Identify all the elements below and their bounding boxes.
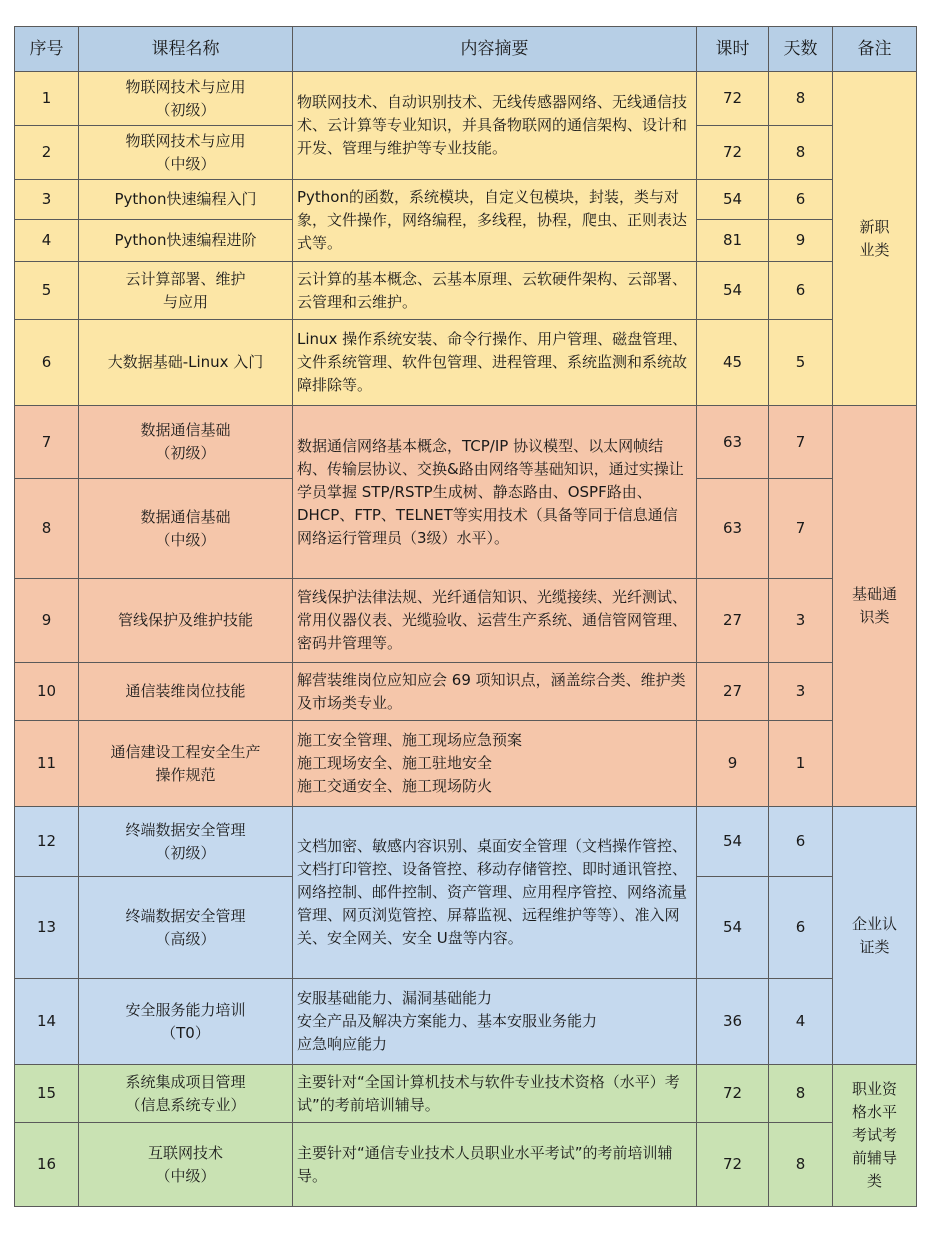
table-header-row: [15, 27, 917, 72]
course-summary: 管线保护法律法规、光纤通信知识、光缆接续、光纤测试、常用仪器仪表、光缆验收、运营生产系统、通信管网管理、密码井管理等。: [293, 579, 697, 663]
course-days: 6: [769, 180, 833, 220]
course-name: 云计算部署、维护 与应用: [79, 262, 293, 320]
course-summary: 云计算的基本概念、云基本原理、云软硬件架构、云部署、云管理和云维护。: [293, 262, 697, 320]
row-no: 8: [15, 479, 79, 579]
course-name: 大数据基础-Linux 入门: [79, 320, 293, 406]
row-no: 16: [15, 1123, 79, 1207]
course-days: 6: [769, 877, 833, 979]
table-row: [15, 262, 917, 320]
table-row: [15, 1065, 917, 1123]
row-no: 4: [15, 220, 79, 262]
row-no: 9: [15, 579, 79, 663]
course-name: 终端数据安全管理 （高级）: [79, 877, 293, 979]
course-hours: 81: [697, 220, 769, 262]
table-row: [15, 807, 917, 877]
course-summary: 数据通信网络基本概念，TCP/IP 协议模型、以太网帧结构、传输层协议、交换&路由网络等基础知识，通过实操让学员掌握 STP/RSTP生成树、静态路由、OSPF路由、DHCP、FTP、TELNET等实用技术（具备等同于信息通信网络运行管理员（3级）水平）。: [293, 406, 697, 579]
course-summary: 解营装维岗位应知应会 69 项知识点，涵盖综合类、维护类及市场类专业。: [293, 663, 697, 721]
course-name: 互联网技术 （中级）: [79, 1123, 293, 1207]
course-summary: 物联网技术、自动识别技术、无线传感器网络、无线通信技术、云计算等专业知识，并具备物联网的通信架构、设计和开发、管理与维护等专业技能。: [293, 72, 697, 180]
row-no: 2: [15, 126, 79, 180]
course-hours: 63: [697, 406, 769, 479]
category-remark: 职业资 格水平 考试考 前辅导 类: [833, 1065, 917, 1207]
row-no: 7: [15, 406, 79, 479]
course-days: 8: [769, 126, 833, 180]
table-row: [15, 979, 917, 1065]
course-summary: 主要针对“通信专业技术人员职业水平考试”的考前培训辅导。: [293, 1123, 697, 1207]
row-no: 10: [15, 663, 79, 721]
course-hours: 45: [697, 320, 769, 406]
row-no: 14: [15, 979, 79, 1065]
header-remark: 备注: [833, 27, 917, 72]
row-no: 12: [15, 807, 79, 877]
course-summary: Linux 操作系统安装、命令行操作、用户管理、磁盘管理、文件系统管理、软件包管理、进程管理、系统监测和系统故障排除等。: [293, 320, 697, 406]
category-remark: 基础通 识类: [833, 406, 917, 807]
row-no: 13: [15, 877, 79, 979]
course-days: 7: [769, 406, 833, 479]
course-name: 物联网技术与应用 （初级）: [79, 72, 293, 126]
header-summary: 内容摘要: [293, 27, 697, 72]
table-row: [15, 663, 917, 721]
course-days: 5: [769, 320, 833, 406]
course-name: 数据通信基础 （中级）: [79, 479, 293, 579]
row-no: 1: [15, 72, 79, 126]
row-no: 15: [15, 1065, 79, 1123]
course-name: 系统集成项目管理 （信息系统专业）: [79, 1065, 293, 1123]
course-summary: Python的函数，系统模块，自定义包模块，封装，类与对象，文件操作，网络编程，多线程，协程，爬虫、正则表达式等。: [293, 180, 697, 262]
course-name: 管线保护及维护技能: [79, 579, 293, 663]
course-days: 8: [769, 72, 833, 126]
course-hours: 9: [697, 721, 769, 807]
course-hours: 63: [697, 479, 769, 579]
table-row: [15, 320, 917, 406]
course-summary: 施工安全管理、施工现场应急预案 施工现场安全、施工驻地安全 施工交通安全、施工现场防火: [293, 721, 697, 807]
course-hours: 54: [697, 807, 769, 877]
course-summary: 安服基础能力、漏洞基础能力 安全产品及解决方案能力、基本安服业务能力 应急响应能力: [293, 979, 697, 1065]
header-name: 课程名称: [79, 27, 293, 72]
table-row: [15, 721, 917, 807]
row-no: 11: [15, 721, 79, 807]
course-hours: 72: [697, 72, 769, 126]
row-no: 5: [15, 262, 79, 320]
course-hours: 27: [697, 663, 769, 721]
course-days: 3: [769, 579, 833, 663]
course-days: 1: [769, 721, 833, 807]
course-name: 通信建设工程安全生产 操作规范: [79, 721, 293, 807]
course-name: 通信装维岗位技能: [79, 663, 293, 721]
course-days: 7: [769, 479, 833, 579]
table-row: [15, 72, 917, 126]
course-hours: 54: [697, 180, 769, 220]
category-remark: 企业认 证类: [833, 807, 917, 1065]
category-remark: 新职 业类: [833, 72, 917, 406]
course-name: Python快速编程进阶: [79, 220, 293, 262]
course-name: 数据通信基础 （初级）: [79, 406, 293, 479]
course-summary: 主要针对“全国计算机技术与软件专业技术资格（水平）考试”的考前培训辅导。: [293, 1065, 697, 1123]
course-hours: 72: [697, 1065, 769, 1123]
course-days: 6: [769, 262, 833, 320]
header-no: 序号: [15, 27, 79, 72]
table-row: [15, 579, 917, 663]
header-days: 天数: [769, 27, 833, 72]
row-no: 3: [15, 180, 79, 220]
course-days: 6: [769, 807, 833, 877]
course-hours: 72: [697, 1123, 769, 1207]
course-hours: 36: [697, 979, 769, 1065]
course-hours: 27: [697, 579, 769, 663]
course-name: Python快速编程入门: [79, 180, 293, 220]
header-hours: 课时: [697, 27, 769, 72]
course-name: 安全服务能力培训 （T0）: [79, 979, 293, 1065]
row-no: 6: [15, 320, 79, 406]
course-days: 3: [769, 663, 833, 721]
course-hours: 54: [697, 877, 769, 979]
table-row: [15, 406, 917, 479]
course-days: 8: [769, 1123, 833, 1207]
course-summary: 文档加密、敏感内容识别、桌面安全管理（文档操作管控、文档打印管控、设备管控、移动存储管控、即时通讯管控、网络控制、邮件控制、资产管理、应用程序管控、网络流量管理、网页浏览管控、屏幕监视、远程维护等等）、准入网关、安全网关、安全 U盘等内容。: [293, 807, 697, 979]
course-days: 9: [769, 220, 833, 262]
course-table: [14, 26, 917, 1207]
course-name: 终端数据安全管理 （初级）: [79, 807, 293, 877]
course-hours: 72: [697, 126, 769, 180]
course-name: 物联网技术与应用 （中级）: [79, 126, 293, 180]
table-row: [15, 180, 917, 220]
course-days: 8: [769, 1065, 833, 1123]
course-hours: 54: [697, 262, 769, 320]
course-days: 4: [769, 979, 833, 1065]
table-row: [15, 1123, 917, 1207]
